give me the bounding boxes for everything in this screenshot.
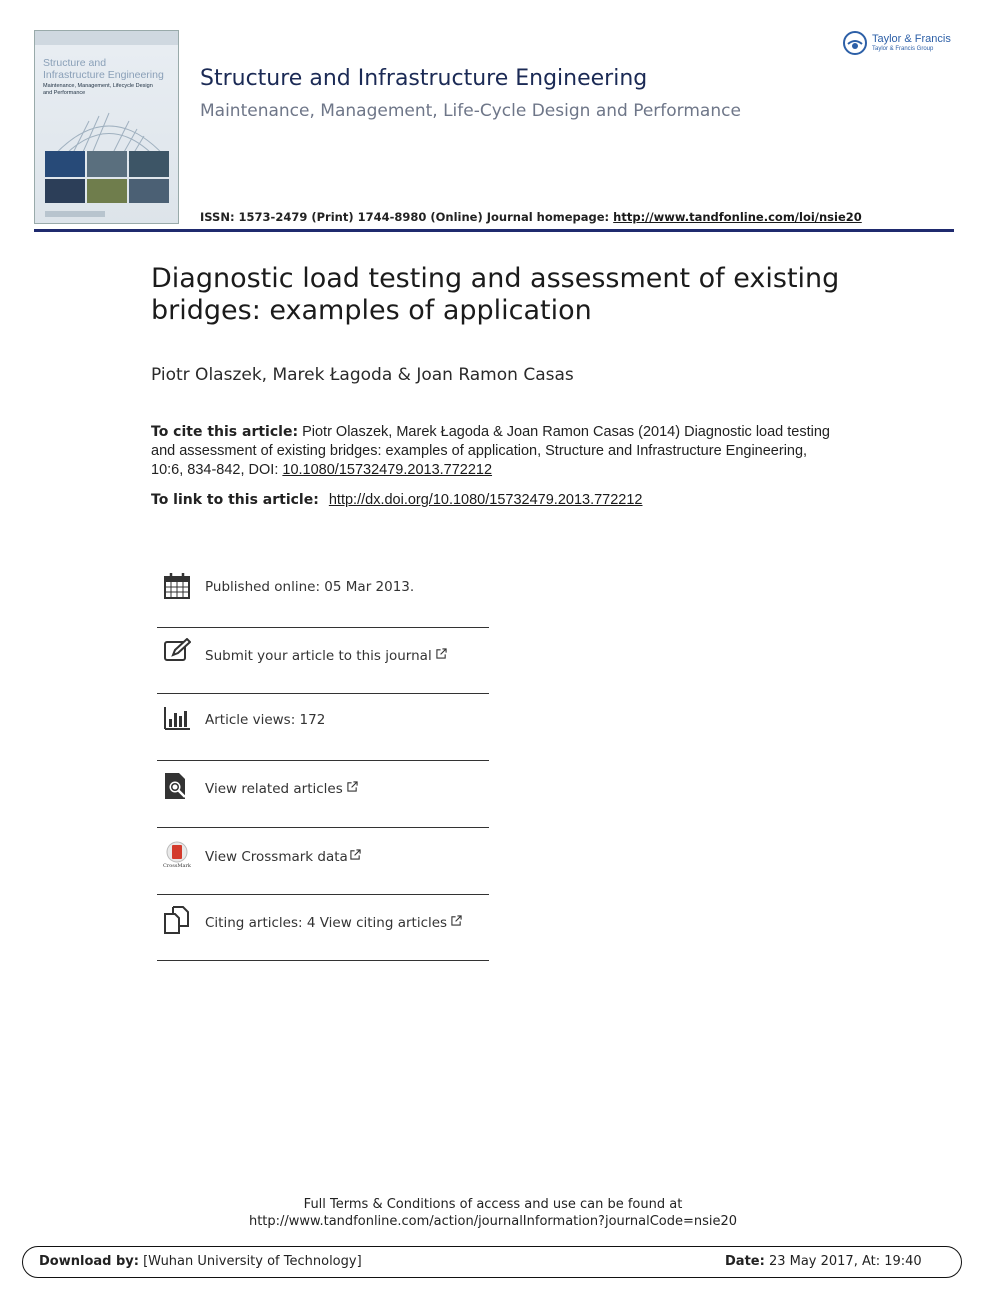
download-date [725, 1254, 922, 1269]
citing-articles-row[interactable] [157, 906, 489, 938]
journal-subtitle: Maintenance, Management, Life-Cycle Design and Performance [200, 101, 741, 121]
cover-title: Structure and Infrastructure Engineering [43, 57, 164, 81]
citing-articles-text: Citing articles: 4 View citing articles [205, 915, 448, 931]
download-value: [Wuhan University of Technology] [143, 1254, 362, 1269]
external-link-icon [436, 648, 447, 659]
citation-text: Piotr Olaszek, Marek Łagoda & Joan Ramon Casas (2014) Diagnostic load testing and assessment of existing bridges: examples of application, Structure and Infrastructure Engineering, 10:6, 834-842, DOI: [151, 424, 830, 478]
published-online-text: Published online: 05 Mar 2013. [205, 579, 415, 595]
crossmark-icon [163, 840, 191, 868]
citing-articles-link[interactable] [205, 915, 462, 931]
external-link-icon [350, 849, 361, 860]
related-articles-row[interactable] [157, 772, 489, 804]
submit-article-row[interactable] [157, 638, 489, 674]
issn-text: ISSN: 1573-2479 (Print) 1744-8980 (Online) Journal homepage: [200, 210, 610, 224]
calendar-icon [163, 572, 191, 600]
bar-chart-icon [163, 705, 191, 733]
issn-line [200, 210, 862, 224]
external-link-icon [451, 915, 462, 926]
article-views-row [157, 705, 489, 735]
info-divider [157, 627, 489, 628]
info-divider [157, 693, 489, 694]
citation-block [151, 423, 831, 480]
crossmark-row[interactable] [157, 840, 489, 874]
terms-line-1: Full Terms & Conditions of access and use can be found at [303, 1197, 683, 1212]
journal-title: Structure and Infrastructure Engineering [200, 66, 648, 91]
cover-subtitle: Maintenance, Management, Lifecycle Design and Performance [43, 83, 153, 96]
info-divider [157, 760, 489, 761]
publisher-name: Taylor & Francis [872, 33, 951, 45]
info-divider [157, 827, 489, 828]
journal-cover-image [34, 30, 179, 224]
date-value: 23 May 2017, At: 19:40 [768, 1254, 922, 1269]
download-by [39, 1254, 362, 1269]
info-divider [157, 894, 489, 895]
edit-icon [163, 638, 191, 666]
cover-photos [45, 151, 169, 203]
document-search-icon [163, 772, 191, 800]
submit-article-text: Submit your article to this journal [205, 648, 432, 664]
info-divider [157, 960, 489, 961]
header-divider [34, 229, 954, 232]
related-articles-link[interactable] [205, 781, 358, 797]
link-label: To link to this article: [151, 492, 319, 508]
article-doi-link[interactable]: http://dx.doi.org/10.1080/15732479.2013.772212 [328, 492, 643, 508]
article-views-text: Article views: 172 [205, 712, 326, 728]
download-label: Download by: [39, 1254, 139, 1269]
crossmark-link[interactable] [205, 849, 361, 865]
external-link-icon [347, 781, 358, 792]
date-label: Date: [725, 1254, 765, 1269]
article-title: Diagnostic load testing and assessment of existing bridges: examples of application [151, 263, 840, 326]
crossmark-logo-text: CrossMark [163, 863, 191, 868]
related-articles-text: View related articles [205, 781, 343, 797]
citation-label: To cite this article: [151, 424, 299, 440]
crossmark-text: View Crossmark data [205, 849, 348, 865]
taylor-francis-logo-icon [842, 30, 870, 58]
article-link-block [151, 492, 643, 508]
journal-homepage-link[interactable]: http://www.tandfonline.com/loi/nsie20 [613, 210, 862, 224]
terms-notice [0, 1196, 986, 1230]
submit-article-link[interactable] [205, 648, 447, 664]
article-authors: Piotr Olaszek, Marek Łagoda & Joan Ramon Casas [151, 365, 574, 385]
download-info-bar [22, 1246, 962, 1278]
copy-documents-icon [163, 906, 191, 934]
citation-doi-link[interactable]: 10.1080/15732479.2013.772212 [282, 462, 493, 478]
terms-url[interactable]: http://www.tandfonline.com/action/journalInformation?journalCode=nsie20 [248, 1214, 738, 1229]
published-online-row [157, 572, 489, 602]
publisher-group: Taylor & Francis Group [872, 46, 934, 52]
